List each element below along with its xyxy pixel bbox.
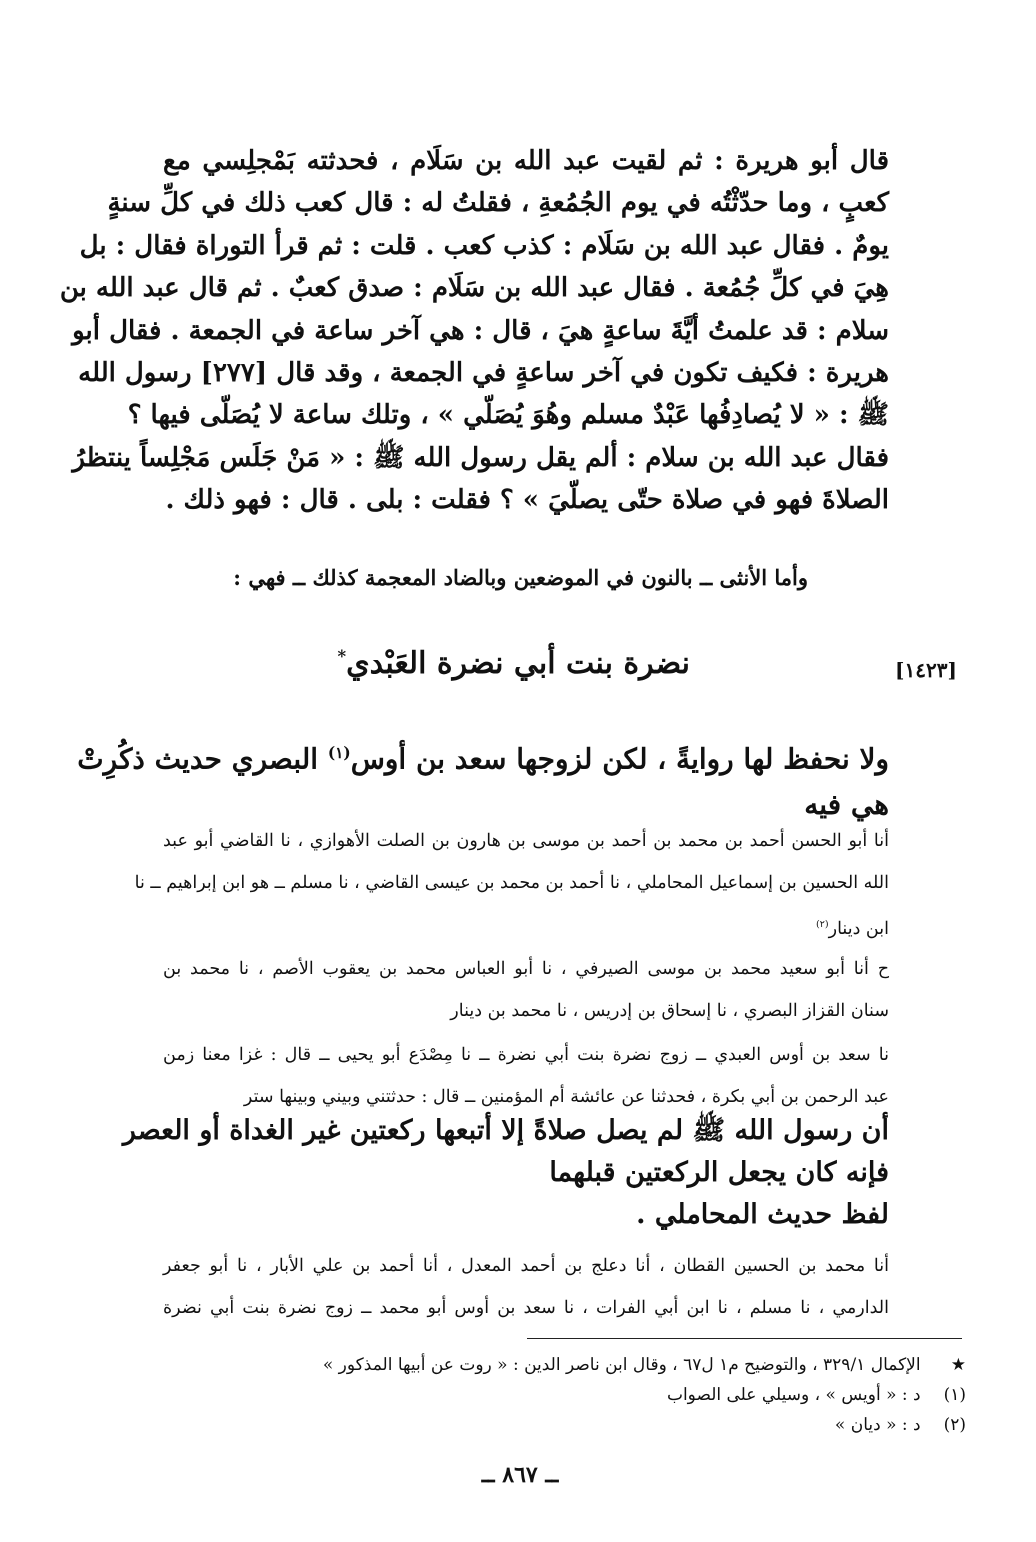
text-line: كعبٍ ، وما حدّثْتُه في يوم الجُمُعةِ ، فقلتُ له : قال كعب ذلك في كلِّ سنةٍ — [107, 188, 889, 219]
text-line: أنا أبو الحسن أحمد بن محمد بن أحمد بن موسى بن هارون بن الصلت الأهوازي ، نا القاضي أبو عبد — [163, 831, 889, 851]
text-line: نا سعد بن أوس العبدي ــ زوج نضرة بنت أبي نضرة ــ نا مِصْدَع أبو يحيى ــ قال : غزا معنا زمن — [163, 1045, 889, 1065]
text-line: الدارمي ، نا مسلم ، نا ابن أبي الفرات ، نا سعد بن أوس أبو محمد ــ زوج نضرة بنت أبي نضرة — [163, 1298, 889, 1318]
text-line: هريرة : فكيف تكون في آخر ساعةٍ في الجمعة ، وقد قال [٢٧٧] رسول الله — [78, 358, 889, 389]
footnote-separator — [527, 1338, 962, 1339]
paragraph-no-narration — [77, 730, 889, 828]
text-line: أن رسول الله ﷺ لم يصل صلاةً إلا أتبعها ركعتين غير الغداة أو العصر — [122, 1115, 889, 1146]
intro-text: وأما الأنثى ــ بالنون في الموضعين وبالضاد المعجمة كذلك ــ فهي : — [233, 565, 808, 590]
text-line: فإنه كان يجعل الركعتين قبلهما — [549, 1157, 889, 1188]
text-line: سنان القزاز البصري ، نا إسحاق بن إدريس ، نا محمد بن دينار — [450, 1001, 889, 1021]
text-line: الصلاةَ فهو في صلاة حتّى يصلّيَ » ؟ فقلت : بلى . قال : فهو ذلك . — [165, 485, 889, 516]
footnote-ref-1: (١) — [327, 744, 351, 762]
isnad-block-1 — [134, 820, 889, 950]
footnote-star — [200, 1350, 966, 1380]
footnote-text: د : « ديان » — [834, 1415, 921, 1435]
text-line: قال أبو هريرة : ثم لقيت عبد الله بن سَلَام ، فحدثته بَمْجلِسي مع — [163, 146, 889, 176]
isnad-block-2 — [163, 948, 889, 1032]
footnote-2 — [200, 1410, 966, 1440]
text-segment: ولا نحفظ لها روايةً ، لكن لزوجها سعد بن أوس — [350, 742, 889, 776]
text-segment: ابن دينار — [828, 918, 889, 939]
text-line: الله الحسين بن إسماعيل المحاملي ، نا أحمد بن محمد بن عيسى القاضي ، نا مسلم ــ هو ابن إبراهيم ــ نا — [134, 873, 889, 893]
heading-footnote-mark: * — [337, 647, 347, 666]
paragraph-abu-hurayra — [59, 140, 889, 522]
footnote-text: د : « أويس » ، وسيلي على الصواب — [666, 1385, 921, 1405]
section-intro — [233, 565, 808, 590]
entry-number: [١٤٢٣] — [895, 658, 957, 682]
text-segment: البصري حديث ذكُرِتْ — [77, 742, 319, 776]
footnote-mark: (١) — [943, 1385, 966, 1405]
text-line: يومٌ . فقال عبد الله بن سَلَام : كذب كعب . قلت : ثم قرأ التوراة فقال : بل — [79, 230, 889, 261]
footnote-ref-2: (٢) — [815, 919, 829, 930]
text-line: ح أنا أبو سعيد محمد بن موسى الصيرفي ، نا أبو العباس محمد بن يعقوب الأصم ، نا محمد بن — [163, 959, 889, 979]
text-line: ﷺ : « لا يُصادِفُها عَبْدٌ مسلم وهُوَ يُصَلّي » ، وتلك ساعة لا يُصَلّى فيها ؟ — [127, 400, 889, 431]
isnad-block-4 — [163, 1245, 889, 1329]
text-line: فقال عبد الله بن سلام : ألم يقل رسول الله ﷺ : « مَنْ جَلَس مَجْلِساً ينتظرُ — [72, 442, 889, 473]
footnote-1 — [200, 1380, 966, 1410]
footnote-mark: ★ — [950, 1355, 966, 1375]
text-line: هِيَ في كلِّ جُمُعة . فقال عبد الله بن سَلَام : صدق كعبٌ . ثم قال عبد الله بن — [59, 273, 889, 304]
text-line: سلام : قد علمتُ أيَّةَ ساعةٍ هيَ ، قال : هي آخر ساعة في الجمعة . فقال أبو — [72, 315, 889, 346]
heading-title: نضرة بنت أبي نضرة العَبْدي — [346, 646, 690, 681]
text-line: عبد الرحمن بن أبي بكرة ، فحدثنا عن عائشة أم المؤمنين ــ قال : حدثتني وبيني وبينها ستر — [243, 1087, 889, 1107]
page-number: ــ ٨٦٧ ــ — [481, 1462, 559, 1488]
text-line: هي فيه — [804, 788, 889, 822]
hadith-text — [122, 1110, 889, 1236]
footnote-mark: (٢) — [943, 1415, 966, 1435]
text-line: لفظ حديث المحاملي . — [636, 1199, 889, 1230]
entry-heading — [337, 646, 690, 681]
footnote-text: الإكمال ٣٢٩/١ ، والتوضيح م١ ل٦٧ ، وقال ابن ناصر الدين : « روت عن أبيها المذكور » — [322, 1355, 921, 1375]
text-line: أنا محمد بن الحسين القطان ، أنا دعلج بن أحمد المعدل ، أنا أحمد بن علي الأبار ، نا أبو جعفر — [163, 1256, 889, 1276]
isnad-block-3 — [163, 1034, 889, 1118]
